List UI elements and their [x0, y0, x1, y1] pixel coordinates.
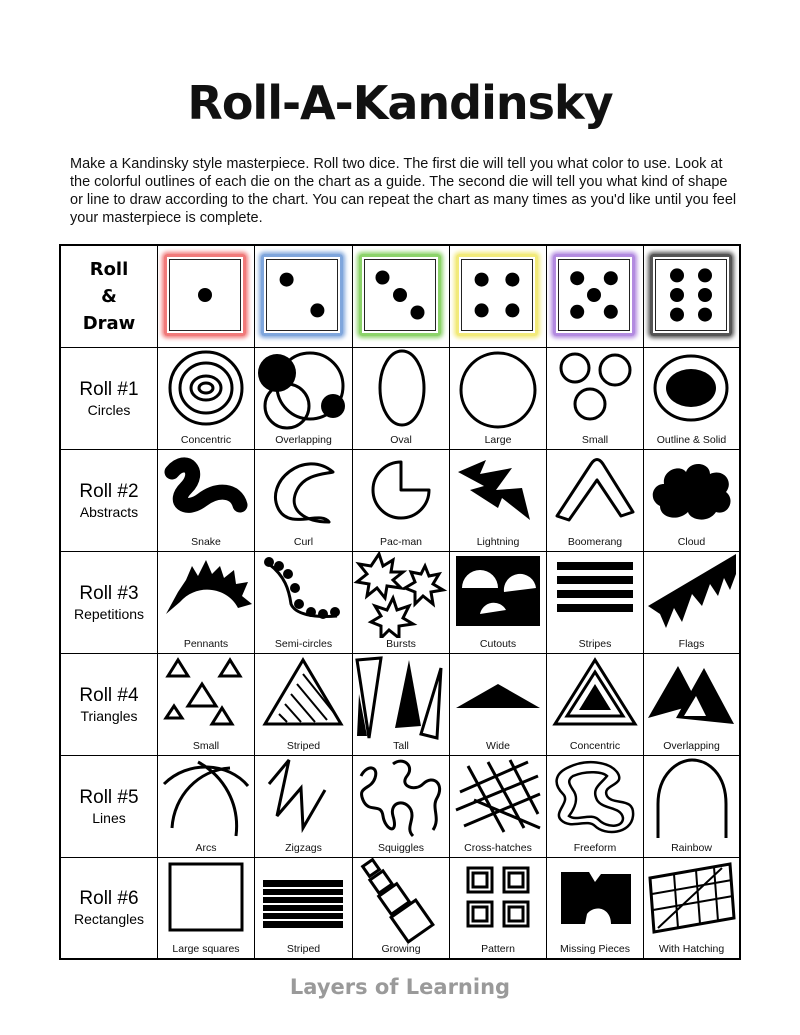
row-label — [61, 654, 158, 756]
shape-caption: Outline & Solid — [656, 434, 727, 446]
die-face — [558, 259, 630, 331]
die-pip — [604, 271, 618, 285]
lightning-icon — [450, 450, 546, 536]
zigzags-icon — [255, 756, 351, 842]
shape-caption: Boomerang — [567, 536, 623, 548]
instructions-paragraph: Make a Kandinsky style masterpiece. Roll two dice. The first die will tell you what color to use. Look at the colorful outlines of each die on the chart as a guide. The second die will tell you what kind of shape or line to draw according to the chart. You can repeat the chart as many times as you'd like until you feel your masterpiece is complete. — [70, 156, 737, 226]
die-pip — [411, 306, 425, 320]
shape-cell — [353, 348, 450, 450]
die-pip — [670, 288, 684, 302]
shape-cell — [255, 756, 353, 858]
die-4 — [456, 254, 538, 336]
shape-caption: Striped — [286, 740, 321, 752]
shape-caption: Lightning — [476, 536, 520, 548]
shape-cell — [644, 450, 739, 552]
row-roll-number: Roll #2 — [79, 480, 139, 502]
curl-icon — [255, 450, 351, 536]
shape-caption: Pac-man — [379, 536, 422, 548]
shape-cell — [450, 858, 547, 958]
die-pip — [670, 308, 684, 322]
pennants-icon — [158, 552, 254, 638]
die-header-cell — [255, 246, 353, 348]
shape-cell — [450, 552, 547, 654]
shape-caption: Stripes — [578, 638, 612, 650]
die-pips — [462, 260, 532, 330]
die-pip — [587, 288, 601, 302]
shape-caption: Pattern — [481, 943, 515, 955]
shape-caption: Wide — [486, 740, 510, 752]
die-pip — [570, 305, 584, 319]
hatched-rectangle-icon — [644, 858, 740, 944]
shape-caption: Small — [581, 434, 609, 446]
shape-cell — [644, 348, 739, 450]
shape-caption: Cutouts — [479, 638, 517, 650]
bursts-icon — [353, 552, 449, 638]
shape-cell — [547, 654, 644, 756]
die-header-cell — [450, 246, 547, 348]
shape-caption: Arcs — [195, 842, 217, 854]
shape-cell — [547, 552, 644, 654]
die-1 — [164, 254, 246, 336]
outline-solid-circle-icon — [644, 348, 740, 434]
shape-cell — [450, 654, 547, 756]
shape-cell — [644, 858, 739, 958]
roll-and-draw-label-line: Roll — [89, 259, 129, 280]
die-2 — [261, 254, 343, 336]
shape-cell — [255, 858, 353, 958]
shape-caption: Striped — [286, 943, 321, 955]
concentric-triangles-icon — [547, 654, 643, 740]
arcs-icon — [158, 756, 254, 842]
row-category: Repetitions — [73, 605, 145, 622]
shape-cell — [547, 858, 644, 958]
die-pips — [656, 260, 726, 330]
shape-caption: Rainbow — [671, 842, 712, 854]
overlapping-triangles-icon — [644, 654, 740, 740]
small-triangles-icon — [158, 654, 254, 740]
row-roll-number: Roll #4 — [79, 684, 139, 706]
footer-brand: Layers of Learning — [289, 975, 511, 999]
semi-circles-icon — [255, 552, 351, 638]
shape-caption: Large squares — [172, 943, 240, 955]
row-roll-number: Roll #1 — [79, 378, 139, 400]
shape-cell — [158, 858, 255, 958]
shape-caption: Snake — [191, 536, 221, 548]
row-category: Circles — [87, 401, 131, 418]
growing-squares-icon — [353, 858, 449, 944]
die-pip — [376, 271, 390, 285]
row-label — [61, 858, 158, 958]
shape-caption: Overlapping — [275, 434, 332, 446]
page-title: Roll-A-Kandinsky — [187, 76, 613, 130]
shape-cell — [450, 348, 547, 450]
overlapping-circles-icon — [255, 348, 351, 434]
die-face — [655, 259, 727, 331]
shape-cell — [547, 756, 644, 858]
die-pip — [698, 288, 712, 302]
shape-caption: Squiggles — [377, 842, 425, 854]
roll-and-draw-chart — [59, 244, 741, 960]
die-face — [461, 259, 533, 331]
shape-cell — [158, 450, 255, 552]
row-label — [61, 348, 158, 450]
die-6 — [650, 254, 732, 336]
pacman-icon — [353, 450, 449, 536]
shape-caption: Curl — [293, 536, 314, 548]
die-pip — [604, 305, 618, 319]
row-label — [61, 552, 158, 654]
shape-cell — [158, 756, 255, 858]
shape-cell — [644, 756, 739, 858]
pattern-squares-icon — [450, 858, 546, 944]
row-category: Lines — [92, 809, 126, 826]
shape-cell — [547, 348, 644, 450]
large-circle-icon — [450, 348, 546, 434]
row-label — [61, 756, 158, 858]
large-squares-icon — [158, 858, 254, 944]
flags-icon — [644, 552, 740, 638]
cross-hatches-icon — [450, 756, 546, 842]
oval-icon — [353, 348, 449, 434]
row-roll-number: Roll #3 — [79, 582, 139, 604]
shape-cell — [255, 552, 353, 654]
shape-caption: Tall — [393, 740, 409, 752]
die-pip — [393, 288, 407, 302]
die-pip — [280, 273, 294, 287]
die-header-cell — [547, 246, 644, 348]
die-face — [169, 259, 241, 331]
die-pip — [475, 303, 489, 317]
die-face — [364, 259, 436, 331]
rainbow-icon — [644, 756, 740, 842]
shape-cell — [353, 756, 450, 858]
row-category: Abstracts — [79, 503, 139, 520]
shape-cell — [353, 552, 450, 654]
shape-caption: Pennants — [183, 638, 229, 650]
shape-cell — [450, 756, 547, 858]
shape-caption: Cross-hatches — [464, 842, 532, 854]
shape-cell — [644, 552, 739, 654]
snake-icon — [158, 450, 254, 536]
shape-caption: With Hatching — [658, 943, 725, 955]
row-category: Rectangles — [73, 911, 145, 927]
die-pips — [267, 260, 337, 330]
shape-cell — [450, 450, 547, 552]
shape-caption: Overlapping — [663, 740, 720, 752]
die-pip — [698, 268, 712, 282]
shape-cell — [255, 450, 353, 552]
shape-cell — [158, 654, 255, 756]
shape-cell — [255, 348, 353, 450]
wide-triangle-icon — [450, 654, 546, 740]
die-pips — [559, 260, 629, 330]
small-circles-icon — [547, 348, 643, 434]
shape-caption: Cloud — [677, 536, 706, 548]
roll-and-draw-label — [61, 246, 158, 348]
cloud-icon — [644, 450, 740, 536]
die-pip — [505, 273, 519, 287]
die-pips — [170, 260, 240, 330]
die-pip — [310, 303, 324, 317]
missing-pieces-icon — [547, 858, 643, 944]
shape-cell — [158, 552, 255, 654]
die-header-cell — [158, 246, 255, 348]
tall-triangles-icon — [353, 654, 449, 740]
shape-cell — [644, 654, 739, 756]
die-pip — [198, 288, 212, 302]
shape-cell — [353, 450, 450, 552]
shape-caption: Zigzags — [285, 842, 322, 854]
roll-and-draw-label-line: Draw — [82, 313, 136, 334]
shape-cell — [158, 348, 255, 450]
die-pip — [698, 308, 712, 322]
die-3 — [359, 254, 441, 336]
striped-rectangle-icon — [255, 858, 351, 944]
shape-caption: Concentric — [180, 434, 232, 446]
shape-caption: Flags — [678, 638, 705, 650]
shape-cell — [547, 450, 644, 552]
shape-caption: Semi-circles — [274, 638, 333, 650]
shape-cell — [353, 654, 450, 756]
die-pip — [670, 268, 684, 282]
shape-caption: Concentric — [569, 740, 621, 752]
shape-caption: Oval — [390, 434, 412, 446]
boomerang-icon — [547, 450, 643, 536]
die-5 — [553, 254, 635, 336]
die-pips — [365, 260, 435, 330]
stripes-icon — [547, 552, 643, 638]
squiggles-icon — [353, 756, 449, 842]
die-pip — [505, 303, 519, 317]
concentric-circles-icon — [158, 348, 254, 434]
row-label — [61, 450, 158, 552]
shape-cell — [353, 858, 450, 958]
shape-caption: Small — [192, 740, 220, 752]
shape-caption: Freeform — [573, 842, 617, 854]
shape-caption: Large — [484, 434, 512, 446]
shape-caption: Growing — [381, 943, 421, 955]
row-roll-number: Roll #5 — [79, 786, 139, 808]
die-face — [266, 259, 338, 331]
die-header-cell — [353, 246, 450, 348]
die-pip — [570, 271, 584, 285]
shape-caption: Bursts — [386, 638, 416, 650]
roll-and-draw-label-line: & — [101, 286, 117, 307]
die-pip — [475, 273, 489, 287]
row-roll-number: Roll #6 — [79, 888, 139, 909]
freeform-icon — [547, 756, 643, 842]
row-category: Triangles — [80, 707, 138, 724]
cutouts-icon — [450, 552, 546, 638]
shape-caption: Missing Pieces — [559, 943, 631, 955]
striped-triangle-icon — [255, 654, 351, 740]
shape-cell — [255, 654, 353, 756]
die-header-cell — [644, 246, 739, 348]
